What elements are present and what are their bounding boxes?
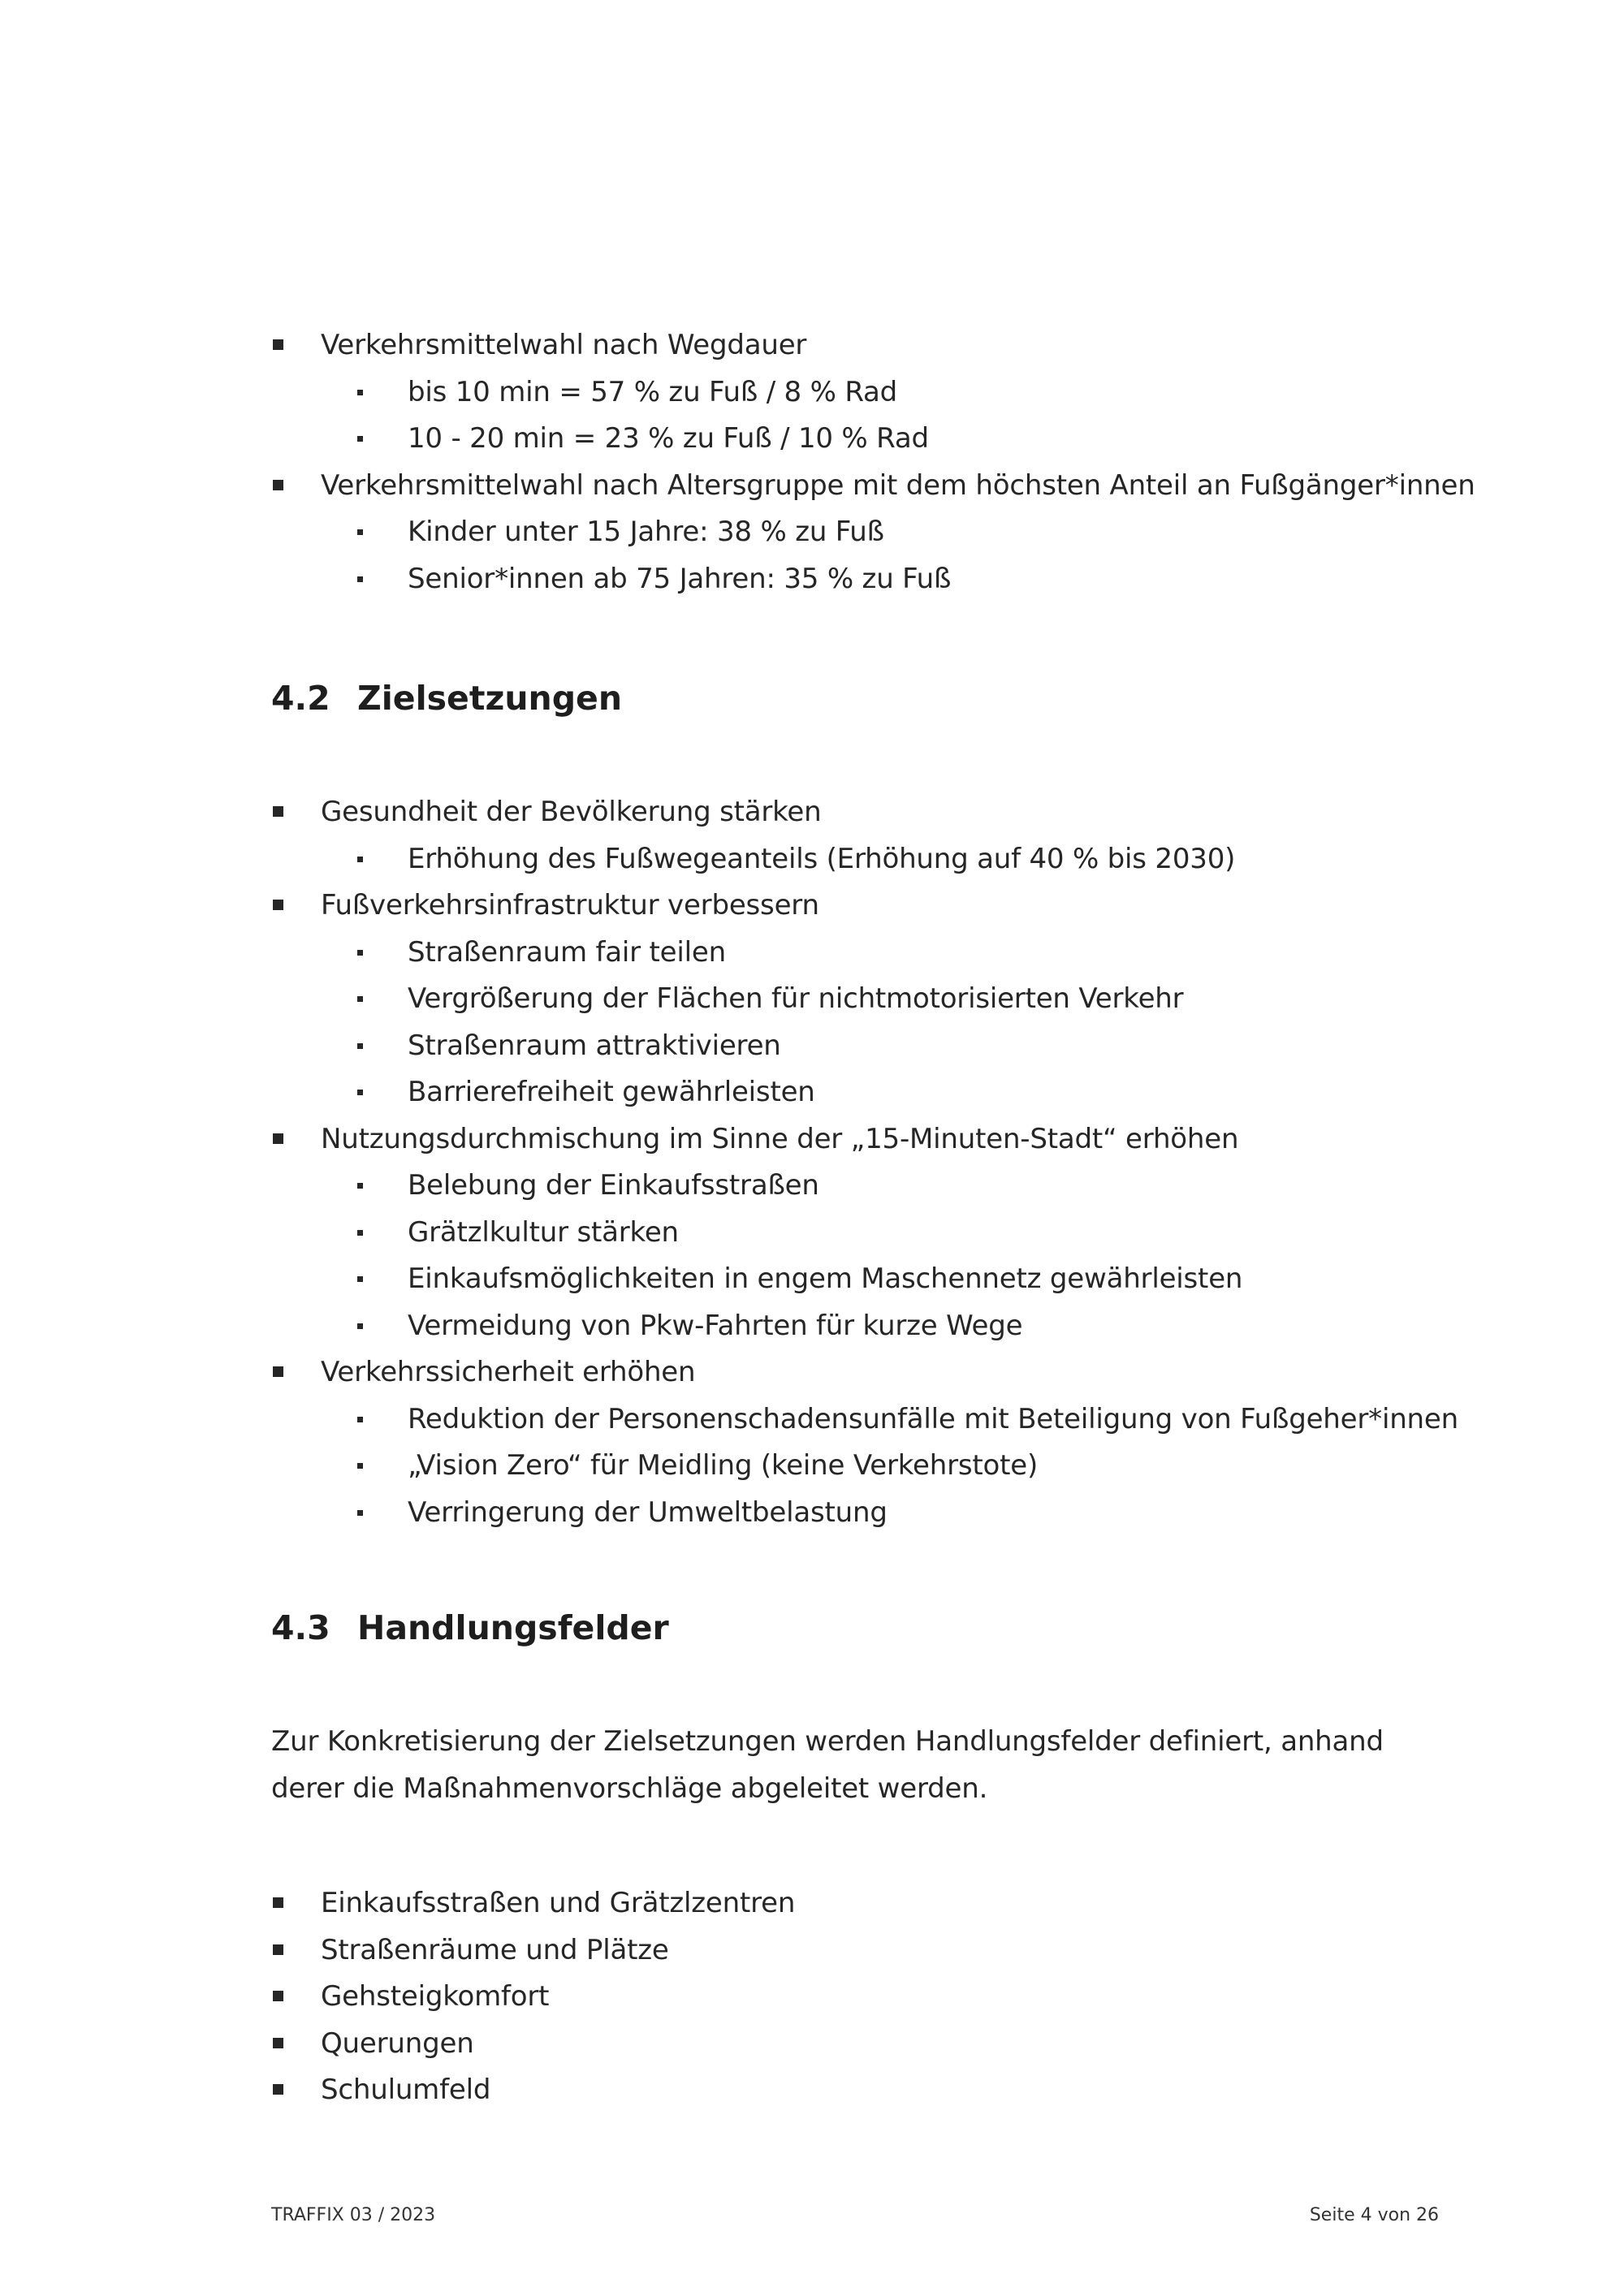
list-item <box>271 2021 1449 2068</box>
section-number: 4.2 <box>271 679 330 718</box>
small-square-bullet-icon <box>357 1230 363 1236</box>
list-item <box>271 322 1449 369</box>
list-item-label: Einkaufsstraßen und Grätzlzentren <box>321 1887 796 1919</box>
small-square-bullet-icon <box>357 996 363 1002</box>
sub-list-item <box>271 976 1449 1023</box>
list-item-label: Verkehrsmittelwahl nach Altersgruppe mit dem höchsten Anteil an Fußgänger*innen <box>321 468 1475 502</box>
small-square-bullet-icon <box>357 857 363 862</box>
sub-list-item-label: Verringerung der Umweltbelastung <box>408 1495 888 1529</box>
list-item <box>271 1349 1449 1396</box>
sub-list-item <box>271 1396 1458 1444</box>
small-square-bullet-icon <box>357 1090 363 1095</box>
list-item-label: Schulumfeld <box>321 2074 491 2106</box>
sub-list-item <box>271 930 1449 977</box>
sub-list-item-label: Straßenraum fair teilen <box>408 935 726 969</box>
section-heading-4-2 <box>271 679 622 718</box>
small-square-bullet-icon <box>357 1463 363 1469</box>
small-square-bullet-icon <box>357 1323 363 1329</box>
sub-list-item-label: Reduktion der Personenschadensunfälle mit Beteiligung von Fußgeher*innen <box>408 1402 1458 1435</box>
small-square-bullet-icon <box>357 390 363 395</box>
small-square-bullet-icon <box>357 1276 363 1282</box>
square-bullet-icon <box>273 1991 283 2001</box>
square-bullet-icon <box>273 806 283 817</box>
list-item <box>271 1974 1449 2021</box>
body-paragraph: Zur Konkretisierung der Zielsetzungen werden Handlungsfelder definiert, anhand derer die Maßnahmenvorschläge abgeleitet werden. <box>271 1725 1384 1805</box>
sub-list-item <box>271 836 1449 883</box>
square-bullet-icon <box>273 1944 283 1955</box>
section-number: 4.3 <box>271 1608 330 1647</box>
list-item <box>271 2067 1449 2114</box>
sub-list-item-label: Straßenraum attraktivieren <box>408 1029 781 1062</box>
sub-list-item-label: Belebung der Einkaufsstraßen <box>408 1169 819 1202</box>
list-item-label: Gesundheit der Bevölkerung stärken <box>321 796 822 828</box>
list-item-label: Straßenräume und Plätze <box>321 1933 669 1966</box>
intro-list <box>271 322 1475 602</box>
sub-list-item-label: bis 10 min = 57 % zu Fuß / 8 % Rad <box>408 375 898 408</box>
sub-list-item <box>271 1069 1449 1116</box>
list-item-label: Verkehrssicherheit erhöhen <box>321 1356 696 1388</box>
sub-list-item <box>271 556 1449 603</box>
square-bullet-icon <box>273 1366 283 1377</box>
list-item-label: Nutzungsdurchmischung im Sinne der „15-Minuten-Stadt“ erhöhen <box>321 1122 1239 1155</box>
sub-list-item <box>271 1023 1449 1070</box>
small-square-bullet-icon <box>357 1510 363 1516</box>
sub-list-item-label: Barrierefreiheit gewährleisten <box>408 1076 815 1108</box>
footer-document-id: TRAFFIX 03 / 2023 <box>271 2205 436 2225</box>
square-bullet-icon <box>273 339 283 350</box>
sub-list-item-label: Erhöhung des Fußwegeanteils (Erhöhung auf 40 % bis 2030) <box>408 842 1236 875</box>
list-item-label: Gehsteigkomfort <box>321 1980 550 2013</box>
square-bullet-icon <box>273 480 283 490</box>
section-title: Handlungsfelder <box>357 1608 669 1647</box>
small-square-bullet-icon <box>357 1043 363 1049</box>
sub-list-item <box>271 1163 1449 1210</box>
sub-list-item <box>271 369 1449 416</box>
list-item <box>271 463 1475 510</box>
sub-list-item-label: „Vision Zero“ für Meidling (keine Verkehrstote) <box>408 1449 1039 1482</box>
square-bullet-icon <box>273 1897 283 1908</box>
objectives-list <box>271 789 1458 1536</box>
list-item <box>271 1927 1449 1974</box>
list-item-label: Fußverkehrsinfrastruktur verbessern <box>321 889 819 921</box>
sub-list-item <box>271 1490 1449 1537</box>
small-square-bullet-icon <box>357 1183 363 1189</box>
sub-list-item-label: Einkaufsmöglichkeiten in engem Maschennetz gewährleisten <box>408 1262 1243 1295</box>
sub-list-item-label: Senior*innen ab 75 Jahren: 35 % zu Fuß <box>408 562 952 595</box>
section-title: Zielsetzungen <box>357 679 623 718</box>
square-bullet-icon <box>273 1133 283 1144</box>
small-square-bullet-icon <box>357 436 363 442</box>
sub-list-item <box>271 1443 1449 1490</box>
square-bullet-icon <box>273 900 283 910</box>
small-square-bullet-icon <box>357 576 363 582</box>
small-square-bullet-icon <box>357 950 363 956</box>
list-item <box>271 883 1449 930</box>
footer-page-number: Seite 4 von 26 <box>1309 2205 1439 2225</box>
small-square-bullet-icon <box>357 529 363 535</box>
action-fields-list <box>271 1880 1449 2114</box>
sub-list-item <box>271 1210 1449 1257</box>
square-bullet-icon <box>273 2084 283 2095</box>
sub-list-item-label: Vergrößerung der Flächen für nichtmotorisierten Verkehr <box>408 982 1184 1015</box>
list-item-label: Verkehrsmittelwahl nach Wegdauer <box>321 329 807 361</box>
sub-list-item <box>271 416 1449 463</box>
sub-list-item <box>271 1303 1449 1350</box>
list-item-label: Querungen <box>321 2026 474 2060</box>
sub-list-item <box>271 1256 1449 1303</box>
list-item <box>271 789 1449 836</box>
list-item <box>271 1116 1449 1163</box>
sub-list-item-label: Grätzlkultur stärken <box>408 1215 679 1249</box>
section-heading-4-3 <box>271 1608 669 1647</box>
sub-list-item-label: Vermeidung von Pkw-Fahrten für kurze Wege <box>408 1309 1023 1342</box>
list-item <box>271 1880 1449 1927</box>
sub-list-item <box>271 509 1449 556</box>
sub-list-item-label: Kinder unter 15 Jahre: 38 % zu Fuß <box>408 516 884 548</box>
square-bullet-icon <box>273 2038 283 2048</box>
sub-list-item-label: 10 - 20 min = 23 % zu Fuß / 10 % Rad <box>408 422 929 455</box>
small-square-bullet-icon <box>357 1417 363 1422</box>
